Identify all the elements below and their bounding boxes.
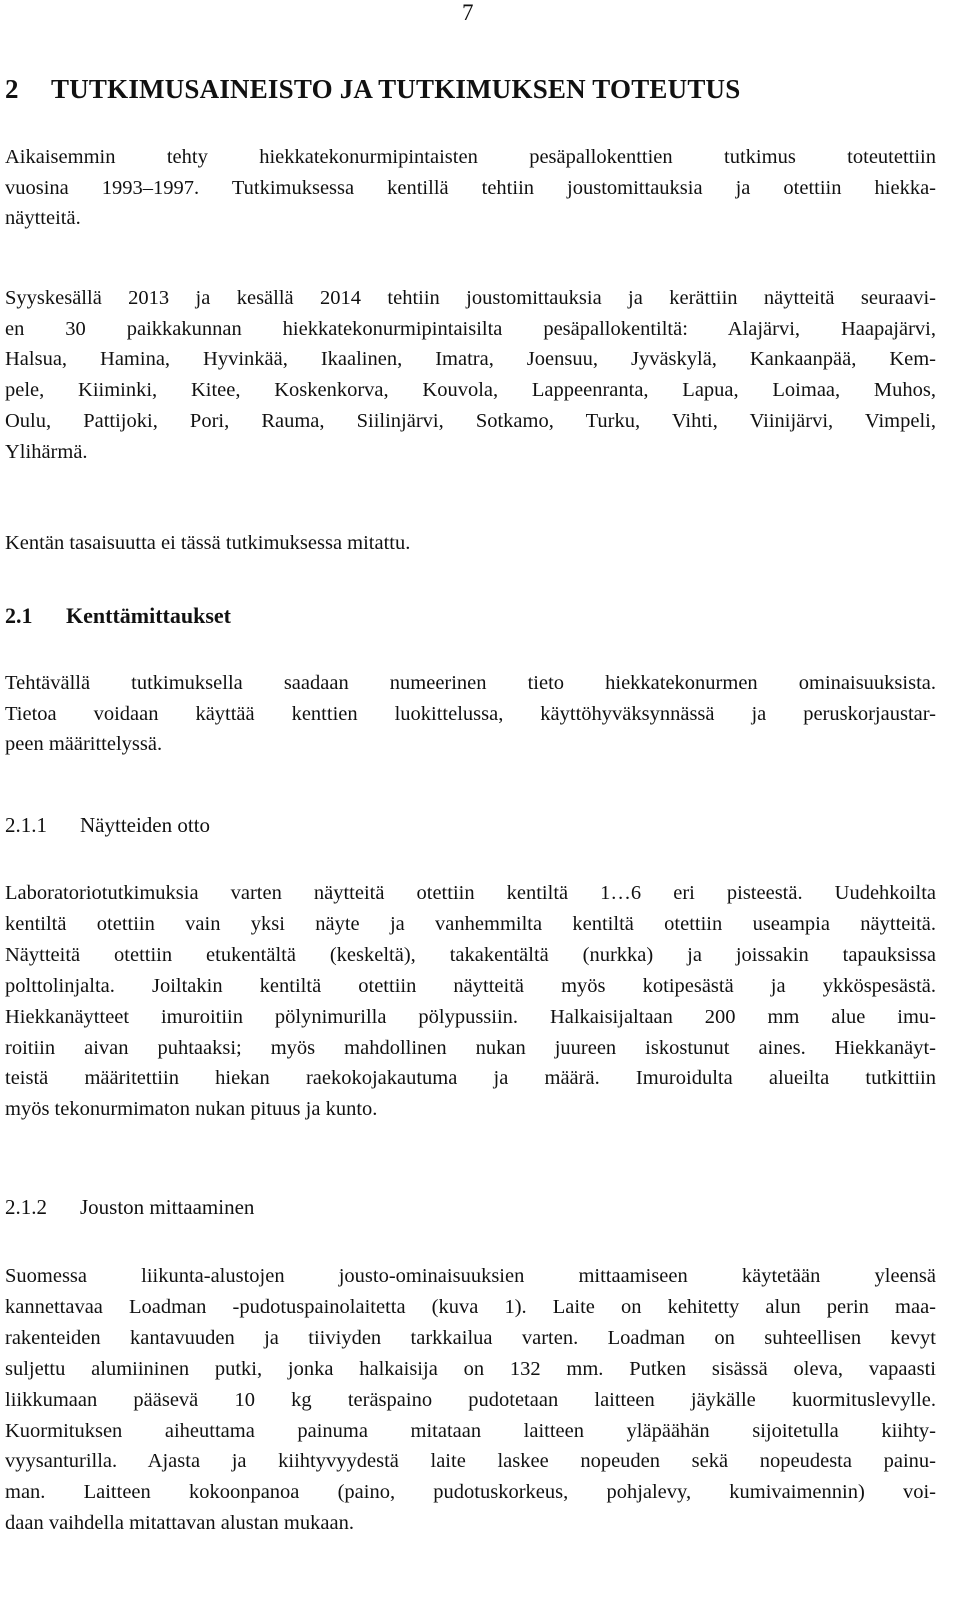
text-line: kannettavaa Loadman -pudotuspainolaitetta (kuva 1). Laite on kehitetty alun perin maa- (5, 1295, 936, 1318)
chapter-number: 2 (5, 74, 19, 104)
text-line: Tietoa voidaan käyttää kenttien luokittelussa, käyttöhyväksynnässä ja peruskorjaustar- (5, 702, 936, 725)
text-line: peen määrittelyssä. (5, 733, 163, 756)
text-line: Kentän tasaisuutta ei tässä tutkimuksessa mitattu. (5, 532, 411, 554)
text-line: Halsua, Hamina, Hyvinkää, Ikaalinen, Imatra, Joensuu, Jyväskylä, Kankaanpää, Kem- (5, 348, 936, 371)
text-line: suljettu alumiininen putki, jonka halkaisija on 132 mm. Putken sisässä oleva, vapaasti (5, 1357, 936, 1380)
page-number: 7 (462, 0, 474, 25)
section-number: 2.1.1 (5, 813, 47, 837)
text-line: pele, Kiiminki, Kitee, Koskenkorva, Kouvola, Lappeenranta, Lapua, Loimaa, Muhos, (5, 379, 936, 402)
intro-paragraph-1 (5, 142, 936, 234)
text-line: Syyskesällä 2013 ja kesällä 2014 tehtiin joustomittauksia ja kerättiin näytteitä seuraavi- (5, 287, 936, 309)
text-line: daan vaihdella mitattavan alustan mukaan. (5, 1512, 354, 1535)
section-heading-2-1-1 (5, 810, 210, 840)
text-line: Näytteitä otettiin etukentältä (keskeltä), takakentältä (nurkka) ja joissakin tapauksissa (5, 943, 936, 966)
text-line: näytteitä. (5, 207, 81, 230)
chapter-heading (5, 72, 740, 106)
text-line: vuosina 1993–1997. Tutkimuksessa kentillä tehtiin joustomittauksia ja otettiin hiekka- (5, 176, 936, 199)
text-line: Oulu, Pattijoki, Pori, Rauma, Siilinjärvi, Sotkamo, Turku, Vihti, Viinijärvi, Vimpeli, (5, 409, 936, 432)
section-title: Näytteiden otto (80, 813, 211, 837)
section-2-1-2-paragraph (5, 1261, 936, 1539)
section-title: Kenttämittaukset (66, 603, 231, 628)
intro-paragraph-2 (5, 283, 936, 467)
text-line: en 30 paikkakunnan hiekkatekonurmipintaisilta pesäpallokentiltä: Alajärvi, Haapajärvi, (5, 317, 936, 340)
text-line: Hiekkanäytteet imuroitiin pölynimurilla pölypussiin. Halkaisijaltaan 200 mm alue imu- (5, 1005, 936, 1028)
text-line: Aikaisemmin tehty hiekkatekonurmipintaisten pesäpallokenttien tutkimus toteutettiin (5, 146, 936, 168)
section-number: 2.1 (5, 603, 33, 628)
text-line: Ylihärmä. (5, 440, 88, 463)
text-line: Laboratoriotutkimuksia varten näytteitä otettiin kentiltä 1…6 eri pisteestä. Uudehkoilta (5, 882, 936, 904)
text-line: teistä määritettiin hiekan raekokojakautuma ja määrä. Imuroidulta alueilta tutkittiin (5, 1067, 936, 1090)
section-heading-2-1 (5, 601, 231, 631)
chapter-title: TUTKIMUSAINEISTO JA TUTKIMUKSEN TOTEUTUS (51, 74, 741, 104)
text-line: polttolinjalta. Joiltakin kentiltä otettiin näytteitä myös kotipesästä ja ykköspesästä. (5, 974, 936, 997)
section-title: Jouston mittaaminen (80, 1195, 255, 1219)
section-2-1-paragraph (5, 668, 936, 760)
intro-paragraph-3 (5, 528, 936, 559)
text-line: man. Laitteen kokoonpanoa (paino, pudotuskorkeus, pohjalevy, kumivaimennin) voi- (5, 1481, 936, 1504)
section-heading-2-1-2 (5, 1192, 254, 1222)
text-line: rakenteiden kantavuuden ja tiiviyden tarkkailua varten. Loadman on suhteellisen kevyt (5, 1326, 936, 1349)
section-2-1-1-paragraph (5, 878, 936, 1125)
text-line: vyysanturilla. Ajasta ja kiihtyvyydestä laite laskee nopeuden sekä nopeudesta painu- (5, 1450, 936, 1473)
text-line: roitiin aivan puhtaaksi; myös mahdollinen nukan juureen iskostunut aines. Hiekkanäyt- (5, 1036, 936, 1059)
text-line: Suomessa liikunta-alustojen jousto-ominaisuuksien mittaamiseen käytetään yleensä (5, 1265, 936, 1287)
text-line: kentiltä otettiin vain yksi näyte ja vanhemmilta kentiltä otettiin useampia näytteitä. (5, 912, 936, 935)
section-number: 2.1.2 (5, 1195, 47, 1219)
text-line: Kuormituksen aiheuttama painuma mitataan laitteen yläpäähän sijoitetulla kiihty- (5, 1419, 936, 1442)
text-line: myös tekonurmimaton nukan pituus ja kunto. (5, 1098, 378, 1121)
text-line: Tehtävällä tutkimuksella saadaan numeerinen tieto hiekkatekonurmen ominaisuuksista. (5, 672, 936, 694)
text-line: liikkumaan pääsevä 10 kg teräspaino pudotetaan laitteen jäykälle kuormituslevylle. (5, 1388, 936, 1411)
